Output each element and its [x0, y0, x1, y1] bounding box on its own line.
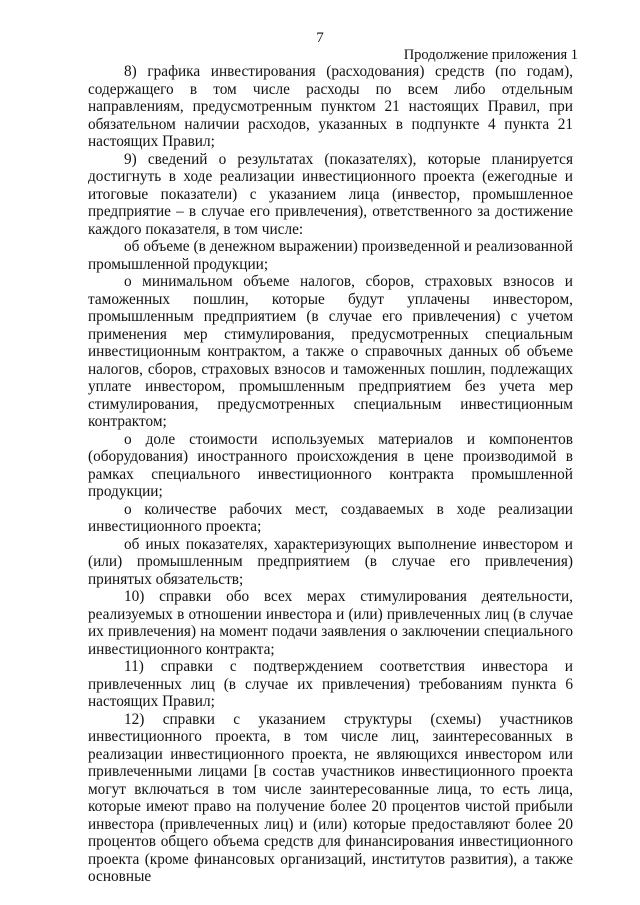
continuation-label: Продолжение приложения 1: [403, 47, 578, 63]
paragraph-item-8: 8) графика инвестирования (расходования) средств (по годам), содержащего в том числе расходы по всем либо отдельным направлениям, предусмотренным пунктом 21 настоящих Правил, при обязательном наличии расходов, указанных в подпункте 4 пункта 21 настоящих Правил;: [88, 63, 573, 150]
paragraph-jobs: о количестве рабочих мест, создаваемых в ходе реализации инвестиционного проекта;: [88, 500, 573, 535]
paragraph-item-10: 10) справки обо всех мерах стимулирования деятельности, реализуемых в отношении инвестора и (или) привлеченных лиц (в случае их привлечения) на момент подачи заявления о заключении специального инвестиционного контракта;: [88, 588, 573, 658]
page-number: 7: [316, 30, 324, 46]
paragraph-taxes-minimum: о минимальном объеме налогов, сборов, страховых взносов и таможенных пошлин, которые будут уплачены инвестором, промышленным предприятием (в случае его привлечения) с учетом применения мер стимулирования, предусмотренных специальным инвестиционным контрактом, а также о справочных данных об объеме налогов, сборов, страховых взносов и таможенных пошлин, подлежащих уплате инвестором, промышленным предприятием без учета мер стимулирования, предусмотренных специальным инвестиционным контрактом;: [88, 273, 573, 430]
paragraph-foreign-share: о доле стоимости используемых материалов и компонентов (оборудования) иностранного происхождения в цене производимой в рамках специального инвестиционного контракта промышленной продукции;: [88, 430, 573, 500]
paragraph-item-11: 11) справки с подтверждением соответствия инвестора и привлеченных лиц (в случае их привлечения) требованиям пункта 6 настоящих Правил;: [88, 658, 573, 710]
paragraph-item-9: 9) сведений о результатах (показателях), которые планируется достигнуть в ходе реализации инвестиционного проекта (ежегодные и итоговые показатели) с указанием лица (инвестор, промышленное предприятие – в случае его привлечения), ответственного за достижение каждого показателя, в том числе:: [88, 150, 573, 238]
paragraph-other-indicators: об иных показателях, характеризующих выполнение инвестором и (или) промышленным предприятием (в случае его привлечения) принятых обязательств;: [88, 535, 573, 588]
paragraph-item-12: 12) справки с указанием структуры (схемы) участников инвестиционного проекта, в том числе лиц, заинтересованных в реализации инвестиционного проекта, не являющихся инвестором или привлеченными лицами [в состав участников инвестиционного проекта могут включаться в том числе заинтересованные лица, то есть лица, которые имеют право на получение более 20 процентов чистой прибыли инвестора (привлеченных лиц) и (или) которые предоставляют более 20 процентов общего объема средств для финансирования инвестиционного проекта (кроме финансовых организаций, институтов развития), а также основные: [88, 710, 573, 885]
paragraph-production-volume: об объеме (в денежном выражении) произведенной и реализованной промышленной продукции;: [88, 238, 573, 273]
document-body: [88, 63, 573, 886]
